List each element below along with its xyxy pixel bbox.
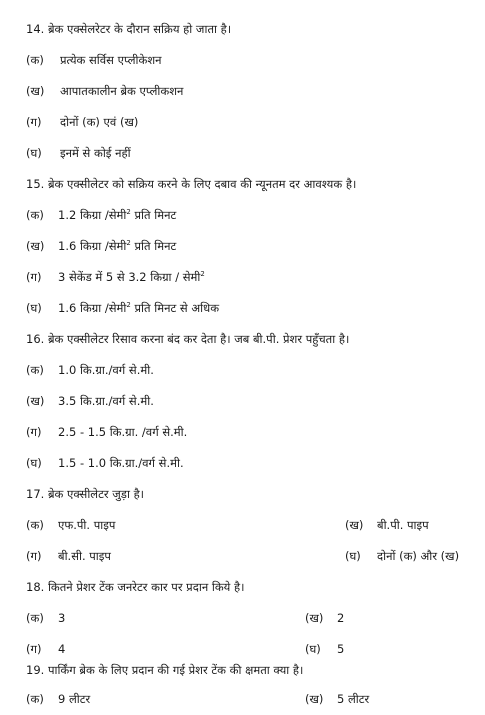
- option-label: (ख): [26, 394, 45, 408]
- q18-option-b: [305, 611, 344, 626]
- option-label: (क): [26, 53, 44, 67]
- q15-option-b: [26, 239, 176, 254]
- option-text: 5: [337, 642, 345, 656]
- option-text: 2.5 - 1.5 कि.ग्रा. /वर्ग से.मी.: [58, 425, 188, 439]
- superscript: 2: [126, 301, 131, 309]
- option-text: 3: [58, 611, 66, 625]
- q17-option-d: [345, 549, 459, 564]
- option-text-suffix: प्रति मिनट से अधिक: [130, 301, 220, 315]
- option-text: 2: [337, 611, 345, 625]
- question-17: 17. ब्रेक एक्सीलेटर जुड़ा है।: [26, 487, 145, 501]
- option-label: (क): [26, 692, 44, 706]
- option-text: बी.पी. पाइप: [377, 518, 429, 532]
- option-label: (घ): [26, 146, 42, 160]
- q16-option-a: [26, 363, 154, 378]
- option-label: (घ): [305, 642, 321, 656]
- option-text: 1.5 - 1.0 कि.ग्रा./वर्ग से.मी.: [58, 456, 184, 470]
- superscript: 2: [200, 270, 205, 278]
- option-text: 1.6 किग्रा /सेमी: [58, 239, 127, 253]
- q16-option-c: [26, 425, 187, 440]
- q14-option-a: [26, 53, 162, 68]
- question-15: 15. ब्रेक एक्सीलेटर को सक्रिय करने के लिए दबाव की न्यूनतम दर आवश्यक है।: [26, 177, 357, 191]
- question-14: 14. ब्रेक एक्सेलरेटर के दौरान सक्रिय हो जाता है।: [26, 22, 232, 36]
- question-19: 19. पार्किंग ब्रेक के लिए प्रदान की गई प्रेशर टेंक की क्षमता क्या है।: [26, 663, 304, 677]
- option-text: प्रत्येक सर्विस एप्लीकेशन: [60, 53, 162, 67]
- option-text-suffix: प्रति मिनट: [130, 239, 177, 253]
- option-label: (ग): [26, 642, 42, 656]
- option-label: (ख): [305, 611, 324, 625]
- option-text: 3 सेकेंड में 5 से 3.2 किग्रा / सेमी: [58, 270, 201, 284]
- option-label: (ग): [26, 270, 42, 284]
- option-label: (ग): [26, 425, 42, 439]
- option-text: 1.2 किग्रा /सेमी: [58, 208, 127, 222]
- option-label: (ग): [26, 549, 42, 563]
- option-label: (ख): [305, 692, 324, 706]
- option-text: 4: [58, 642, 66, 656]
- option-label: (क): [26, 363, 44, 377]
- option-label: (ख): [26, 239, 45, 253]
- option-label: (घ): [26, 456, 42, 470]
- option-text: आपातकालीन ब्रेक एप्लीकशन: [60, 84, 184, 98]
- option-text: दोनों (क) एवं (ख): [60, 115, 139, 129]
- superscript: 2: [126, 208, 131, 216]
- q14-option-c: [26, 115, 138, 130]
- q19-option-b: [305, 692, 369, 707]
- q17-option-a: [26, 518, 115, 533]
- option-label: (ख): [26, 84, 45, 98]
- q14-option-d: [26, 146, 131, 161]
- q17-option-c: [26, 549, 111, 564]
- q17-option-b: [345, 518, 429, 533]
- option-text-suffix: प्रति मिनट: [130, 208, 177, 222]
- option-label: (ग): [26, 115, 42, 129]
- option-text: 1.6 किग्रा /सेमी: [58, 301, 127, 315]
- q15-option-d: [26, 301, 219, 316]
- q19-option-a: [26, 692, 90, 707]
- question-18: 18. कितने प्रेशर टेंक जनरेटर कार पर प्रदान किये है।: [26, 580, 245, 594]
- option-label: (क): [26, 518, 44, 532]
- option-text: 9 लीटर: [58, 692, 91, 706]
- option-label: (घ): [26, 301, 42, 315]
- q16-option-d: [26, 456, 184, 471]
- option-label: (क): [26, 208, 44, 222]
- q15-option-c: [26, 270, 205, 285]
- option-text: 5 लीटर: [337, 692, 370, 706]
- q18-option-a: [26, 611, 65, 626]
- option-text: बी.सी. पाइप: [58, 549, 111, 563]
- question-16: 16. ब्रेक एक्सीलेटर रिसाव करना बंद कर देता है। जब बी.पी. प्रेशर पहुँचता है।: [26, 332, 350, 346]
- option-text: 3.5 कि.ग्रा./वर्ग से.मी.: [58, 394, 154, 408]
- option-text: दोनों (क) और (ख): [377, 549, 460, 563]
- q18-option-d: [305, 642, 344, 657]
- option-text: 1.0 कि.ग्रा./वर्ग से.मी.: [58, 363, 154, 377]
- option-text: इनमें से कोई नहीं: [60, 146, 131, 160]
- q16-option-b: [26, 394, 154, 409]
- option-label: (घ): [345, 549, 361, 563]
- superscript: 2: [126, 239, 131, 247]
- q14-option-b: [26, 84, 183, 99]
- option-label: (ख): [345, 518, 364, 532]
- q15-option-a: [26, 208, 176, 223]
- option-label: (क): [26, 611, 44, 625]
- option-text: एफ.पी. पाइप: [58, 518, 116, 532]
- q18-option-c: [26, 642, 65, 657]
